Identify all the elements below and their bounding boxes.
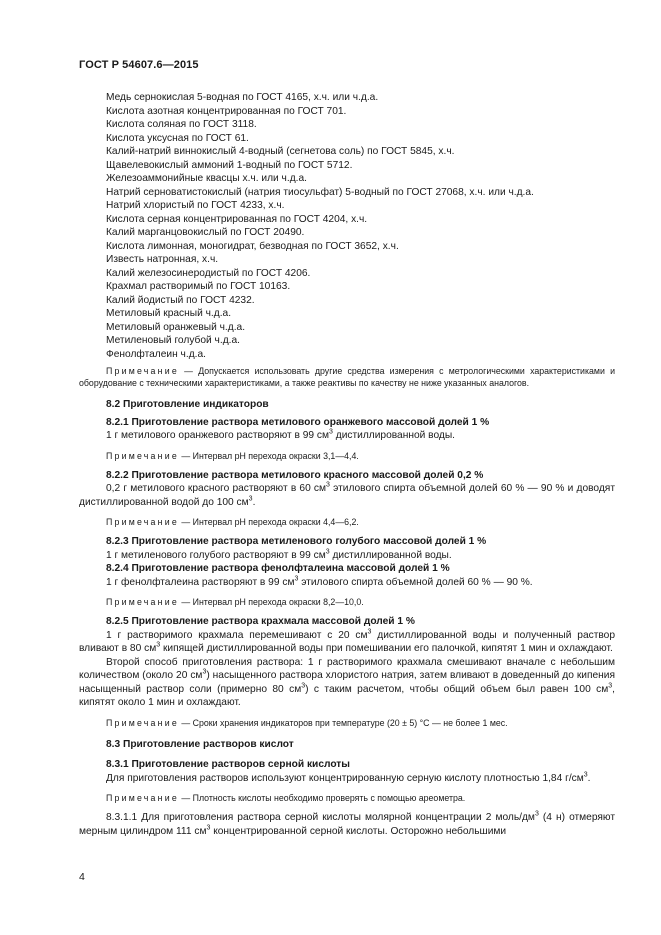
reagent-item: Кислота серная концентрированная по ГОСТ 4204, х.ч. — [106, 213, 368, 225]
note-text: Плотность кислоты необходимо проверять с помощью ареометра. — [192, 793, 466, 803]
subsection-heading-8-2-2: 8.2.2 Приготовление раствора метилового красного массовой долей 0,2 % — [106, 469, 484, 481]
note-text: Интервал pH перехода окраски 8,2—10,0. — [192, 597, 364, 607]
reagent-item: Известь натронная, х.ч. — [106, 254, 219, 265]
page-number: 4 — [79, 871, 85, 883]
section-heading-8-3: 8.3 Приготовление растворов кислот — [106, 738, 294, 750]
reagent-item: Щавелевокислый аммоний 1-водный по ГОСТ 5712. — [106, 159, 353, 171]
subsection-heading-8-2-5: 8.2.5 Приготовление раствора крахмала массовой долей 1 % — [106, 616, 415, 627]
reagent-item: Фенолфталеин ч.д.а. — [106, 348, 206, 360]
note: Примечание — Интервал pH перехода окраски 4,4—6,2. — [106, 517, 359, 527]
reagent-item: Кислота уксусная по ГОСТ 61. — [106, 132, 249, 144]
reagent-list — [79, 91, 615, 361]
reagent-item: Калий йодистый по ГОСТ 4232. — [106, 294, 255, 306]
reagent-item: Метиленовый голубой ч.д.а. — [106, 335, 240, 346]
subsection-heading-8-2-1: 8.2.1 Приготовление раствора метилового оранжевого массовой долей 1 % — [106, 416, 490, 428]
reagent-item: Калий марганцовокислый по ГОСТ 20490. — [106, 227, 305, 238]
reagent-item: Крахмал растворимый по ГОСТ 10163. — [106, 281, 291, 292]
reagent-item: Натрий серноватистокислый (натрия тиосульфат) 5-водный по ГОСТ 27068, х.ч. или ч.д.а. — [106, 186, 534, 198]
subsection-heading-8-2-4: 8.2.4 Приготовление раствора фенолфталеина массовой долей 1 % — [106, 563, 450, 574]
note-label: Примечание — [106, 717, 179, 728]
section-heading-8-2: 8.2 Приготовление индикаторов — [106, 399, 269, 410]
reagent-item: Калий-натрий виннокислый 4-водный (сегнетова соль) по ГОСТ 5845, х.ч. — [106, 146, 455, 157]
reagent-item: Калий железосинеродистый по ГОСТ 4206. — [106, 267, 311, 279]
paragraph: 1 г фенолфталеина растворяют в 99 $см^3$ этилового спирта объемной долей 60 % — 90 %. — [106, 575, 533, 588]
reagent-item: Кислота лимонная, моногидрат, безводная по ГОСТ 3652, х.ч. — [106, 240, 399, 252]
note: Примечание — Допускается использовать другие средства измерения с метрологическими характеристиками и оборудование с техническими характеристиками, а также реактивы по качеству не ниже указанных аналогов. — [79, 366, 615, 388]
reagent-item: Метиловый оранжевый ч.д.а. — [106, 321, 246, 333]
paragraph: 0,2 г метилового красного растворяют в 60 $см^3$ этилового спирта объемной долей 60 % — 90 % и доводят дистиллированной водой до 100 $см^3$. — [79, 481, 615, 508]
note-text: Допускается использовать другие средства измерения с метрологическими характеристиками и оборудование с техническими характеристиками, а также реактивы по качеству не ниже указанных аналогов. — [79, 366, 615, 388]
reagent-item: Кислота соляная по ГОСТ 3118. — [106, 119, 257, 130]
note-text: Интервал pH перехода окраски 4,4—6,2. — [192, 517, 359, 527]
reagent-item: Метиловый красный ч.д.а. — [106, 308, 232, 319]
paragraph: Второй способ приготовления раствора: 1 г растворимого крахмала смешивают вначале с небольшим количеством (около 20 $см^3$) насыщенного раствора хлористого натрия, затем вливают в доведенный до кипения насыщенный раствор соли (примерно 80 $см^3$) с таким расчетом, чтобы общий объем был равен 100 $см^3$, кипятят около 1 мин и охлаждают. — [79, 656, 616, 708]
note-text: Интервал pH перехода окраски 3,1—4,4. — [192, 450, 359, 461]
note-label: Примечание — [106, 597, 179, 607]
subsection-heading-8-3-1: 8.3.1 Приготовление растворов серной кислоты — [106, 759, 350, 770]
note-label: Примечание — [106, 517, 179, 527]
note-label: Примечание — [106, 366, 179, 376]
subsection-heading-8-2-3: 8.2.3 Приготовление раствора метиленового голубого массовой долей 1 % — [106, 536, 487, 547]
reagent-item: Медь сернокислая 5-водная по ГОСТ 4165, х.ч. или ч.д.а. — [106, 92, 379, 103]
note: Примечание — Интервал pH перехода окраски 3,1—4,4. — [106, 450, 359, 461]
paragraph: 1 г растворимого крахмала перемешивают с 20 $см^3$ дистиллированной воды и полученный раствор вливают в 80 $см^3$ кипящей дистиллированной воды при помешивании его палочкой, кипятят 1 мин и охлаждают. — [79, 628, 615, 654]
note: Примечание — Сроки хранения индикаторов при температуре (20 ± 5) °С — не более 1 мес. — [106, 717, 508, 728]
paragraph: 1 г метилового оранжевого растворяют в 99 $см^3$ дистиллированной воды. — [106, 428, 455, 441]
reagent-item: Железоаммонийные квасцы х.ч. или ч.д.а. — [106, 173, 307, 184]
reagent-item: Кислота азотная концентрированная по ГОСТ 701. — [106, 105, 347, 117]
note: Примечание — Интервал pH перехода окраски 8,2—10,0. — [106, 597, 364, 607]
document-body — [79, 91, 615, 838]
note-label: Примечание — [106, 450, 179, 461]
note-label: Примечание — [106, 793, 179, 803]
paragraph: 1 г метиленового голубого растворяют в 99 $см^3$ дистиллированной воды. — [106, 548, 452, 561]
reagent-item: Натрий хлористый по ГОСТ 4233, х.ч. — [106, 200, 285, 211]
note: Примечание — Плотность кислоты необходимо проверять с помощью ареометра. — [106, 793, 466, 803]
paragraph: Для приготовления растворов используют концентрированную серную кислоту плотностью 1,84 $г/см^3$. — [106, 771, 591, 784]
note-text: Сроки хранения индикаторов при температуре (20 ± 5) °С — не более 1 мес. — [192, 717, 508, 728]
paragraph: 8.3.1.1 Для приготовления раствора серной кислоты молярной концентрации 2 моль/$дм^3$ (4 н) отмеряют мерным цилиндром 111 $см^3$ концентрированной серной кислоты. Осторожно небольшими — [79, 810, 615, 837]
document-header: ГОСТ Р 54607.6—2015 — [79, 59, 199, 71]
